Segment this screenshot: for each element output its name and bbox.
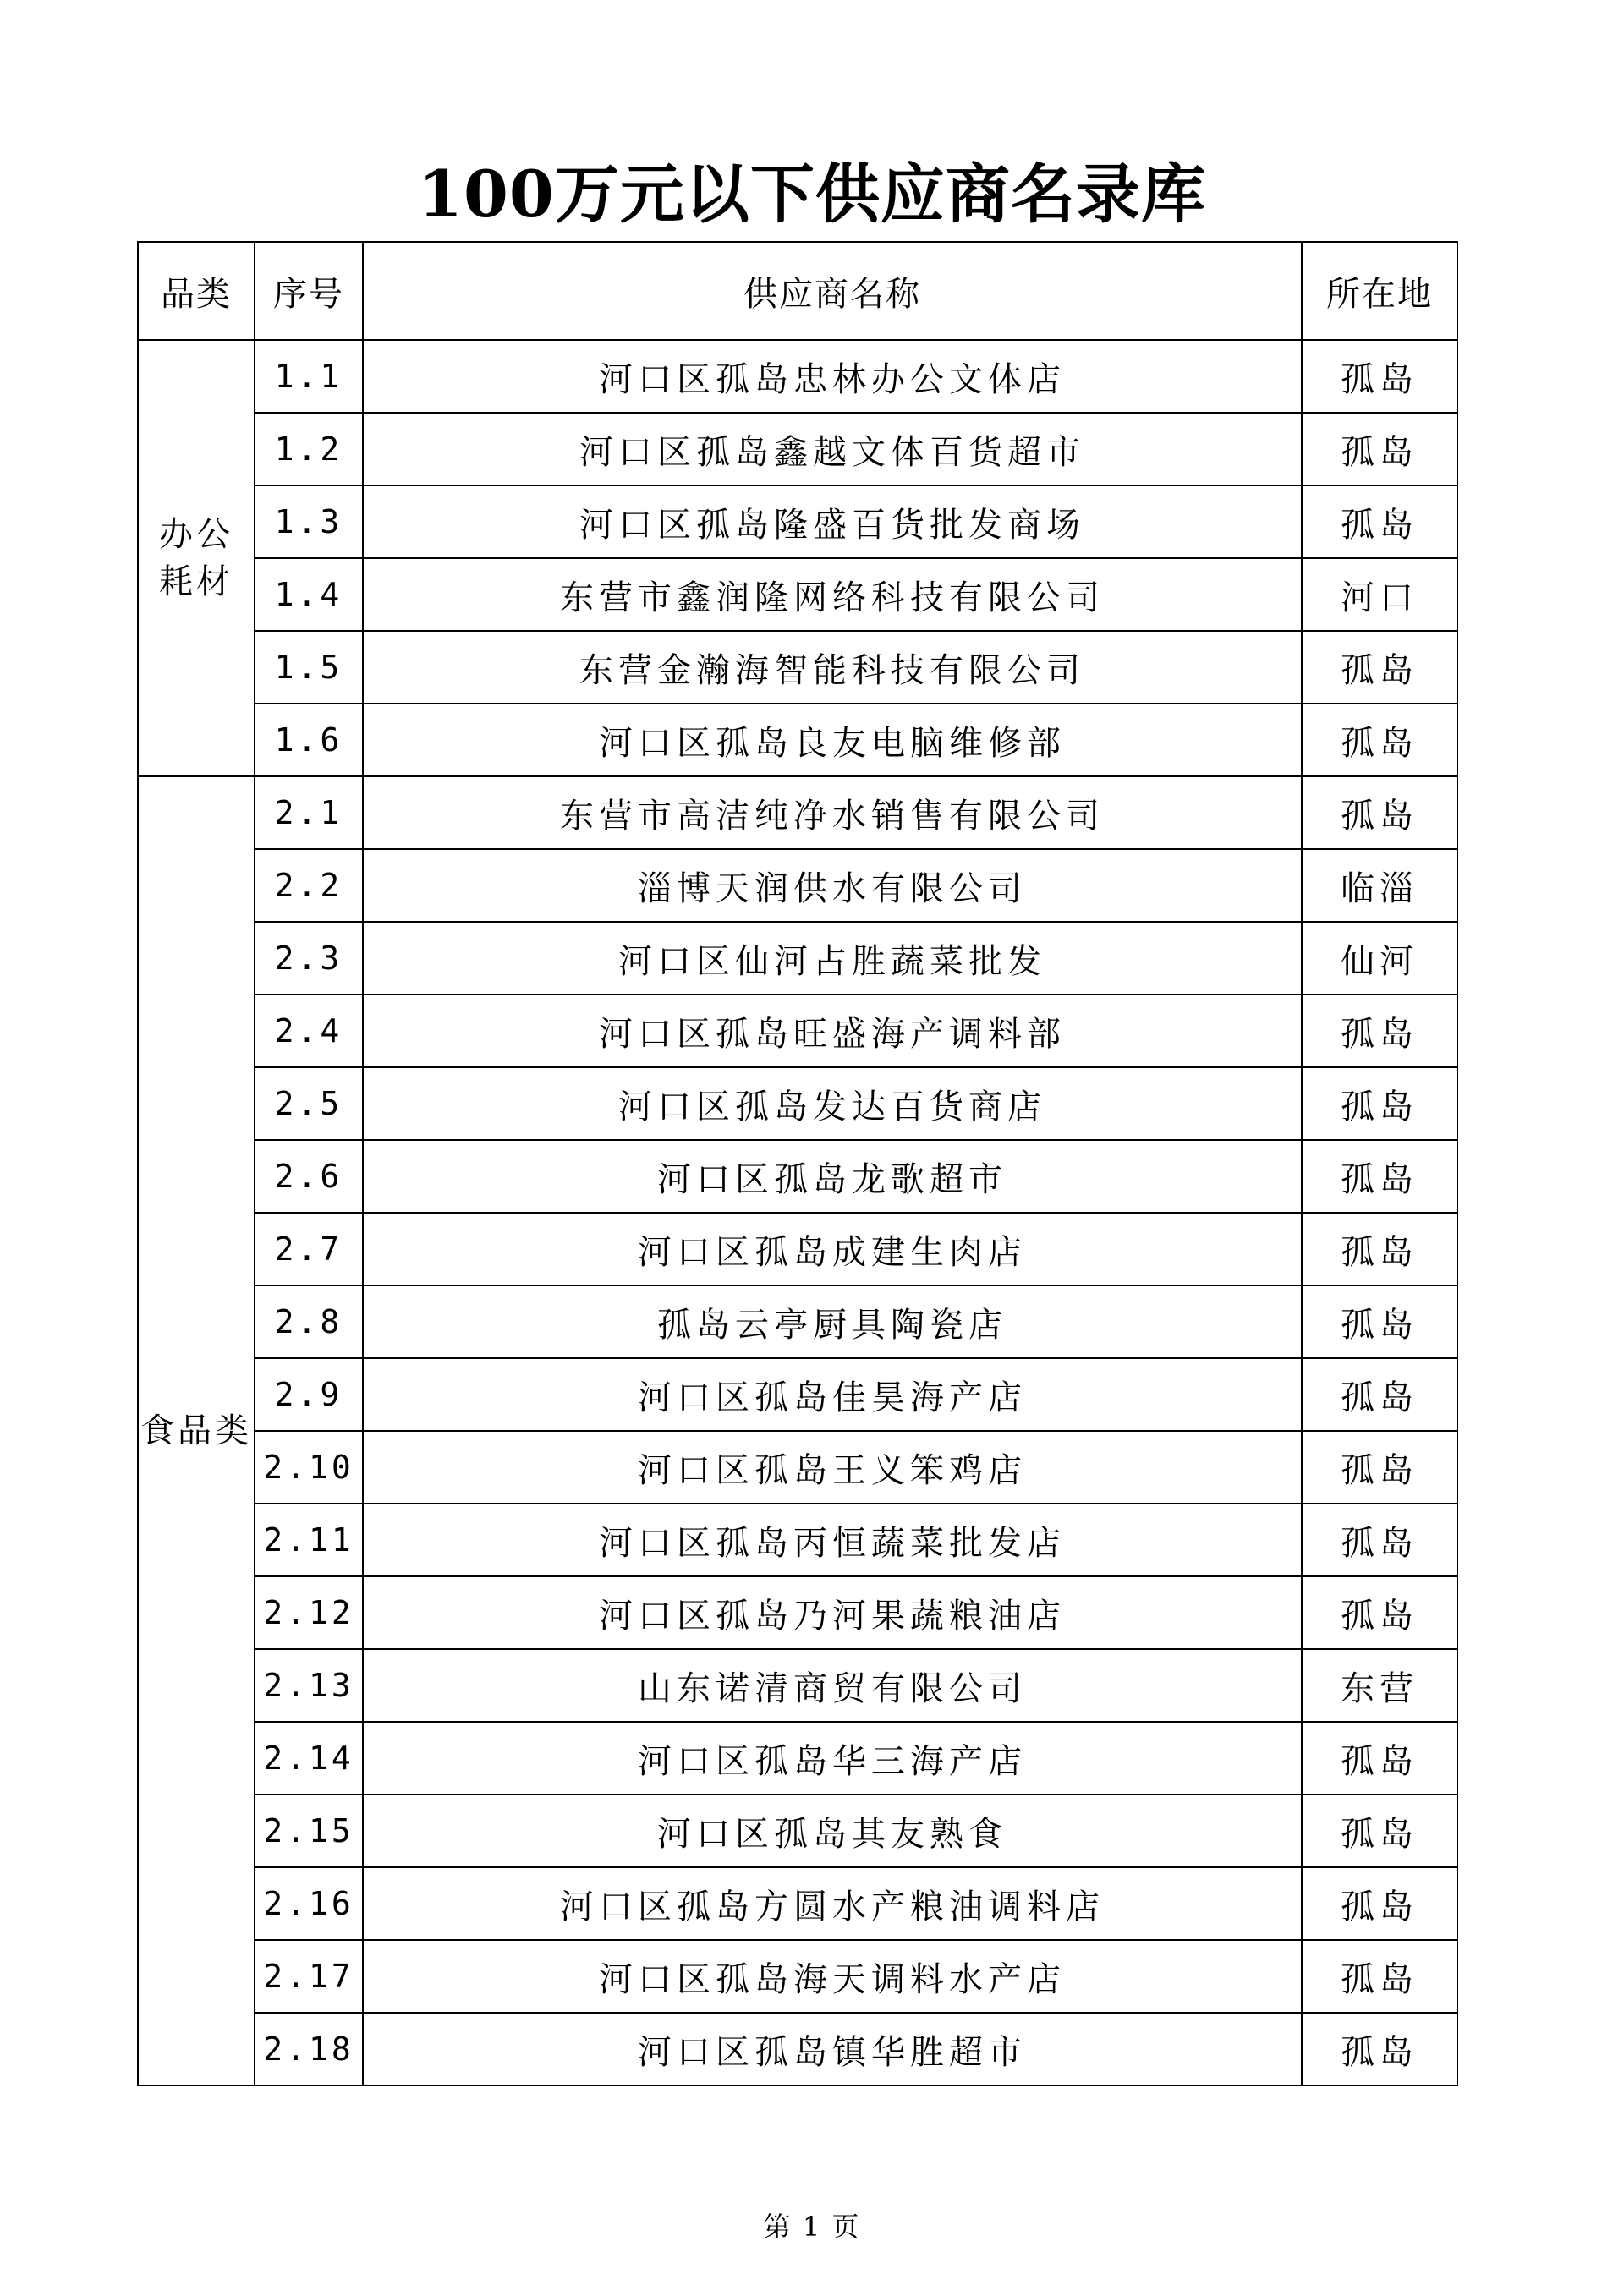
location-cell: 孤岛: [1302, 1358, 1457, 1431]
table-row: [138, 1867, 1457, 1940]
seq-cell: 2.14: [255, 1722, 363, 1795]
supplier-name-cell: 河口区孤岛海天调料水产店: [363, 1940, 1302, 2013]
table-row: [138, 1795, 1457, 1867]
table-body: [138, 340, 1457, 2085]
supplier-name-cell: 东营市鑫润隆网络科技有限公司: [363, 558, 1302, 631]
seq-cell: 2.15: [255, 1795, 363, 1867]
page-number: 第 1 页: [763, 2211, 861, 2243]
supplier-name-cell: 河口区孤岛忠林办公文体店: [363, 340, 1302, 413]
location-cell: 仙河: [1302, 922, 1457, 995]
supplier-name-cell: 河口区孤岛乃河果蔬粮油店: [363, 1576, 1302, 1649]
header-name: 供应商名称: [363, 242, 1302, 340]
table-row: [138, 1213, 1457, 1285]
seq-cell: 2.8: [255, 1285, 363, 1358]
table-row: [138, 485, 1457, 558]
seq-cell: 1.1: [255, 340, 363, 413]
seq-cell: 2.4: [255, 995, 363, 1067]
supplier-name-cell: 河口区孤岛成建生肉店: [363, 1213, 1302, 1285]
seq-cell: 1.3: [255, 485, 363, 558]
header-seq: 序号: [255, 242, 363, 340]
location-cell: 孤岛: [1302, 485, 1457, 558]
location-cell: 孤岛: [1302, 1431, 1457, 1504]
supplier-table: [137, 241, 1458, 2086]
table-row: [138, 776, 1457, 849]
location-cell: 孤岛: [1302, 1213, 1457, 1285]
location-cell: 孤岛: [1302, 1285, 1457, 1358]
table-row: [138, 995, 1457, 1067]
seq-cell: 2.5: [255, 1067, 363, 1140]
supplier-name-cell: 淄博天润供水有限公司: [363, 849, 1302, 922]
seq-cell: 2.9: [255, 1358, 363, 1431]
supplier-name-cell: 河口区孤岛王义笨鸡店: [363, 1431, 1302, 1504]
table-row: [138, 1576, 1457, 1649]
seq-cell: 2.16: [255, 1867, 363, 1940]
seq-cell: 2.11: [255, 1504, 363, 1576]
seq-cell: 1.6: [255, 704, 363, 776]
supplier-name-cell: 河口区孤岛隆盛百货批发商场: [363, 485, 1302, 558]
table-row: [138, 849, 1457, 922]
seq-cell: 2.10: [255, 1431, 363, 1504]
supplier-name-cell: 河口区孤岛方圆水产粮油调料店: [363, 1867, 1302, 1940]
category-cell: 办公 耗材: [138, 340, 255, 776]
location-cell: 孤岛: [1302, 1722, 1457, 1795]
location-cell: 孤岛: [1302, 1140, 1457, 1213]
table-row: [138, 340, 1457, 413]
seq-cell: 1.5: [255, 631, 363, 704]
table-row: [138, 704, 1457, 776]
seq-cell: 2.6: [255, 1140, 363, 1213]
header-category: 品类: [138, 242, 255, 340]
location-cell: 孤岛: [1302, 1867, 1457, 1940]
table-row: [138, 1649, 1457, 1722]
table-row: [138, 1504, 1457, 1576]
supplier-name-cell: 山东诺清商贸有限公司: [363, 1649, 1302, 1722]
supplier-name-cell: 孤岛云亭厨具陶瓷店: [363, 1285, 1302, 1358]
seq-cell: 2.3: [255, 922, 363, 995]
location-cell: 东营: [1302, 1649, 1457, 1722]
seq-cell: 2.13: [255, 1649, 363, 1722]
table-row: [138, 2013, 1457, 2085]
supplier-name-cell: 河口区孤岛鑫越文体百货超市: [363, 413, 1302, 485]
supplier-name-cell: 河口区孤岛镇华胜超市: [363, 2013, 1302, 2085]
location-cell: 孤岛: [1302, 995, 1457, 1067]
table-row: [138, 558, 1457, 631]
table-header-row: [138, 242, 1457, 340]
table-row: [138, 1940, 1457, 2013]
table-row: [138, 1431, 1457, 1504]
location-cell: 孤岛: [1302, 776, 1457, 849]
seq-cell: 2.18: [255, 2013, 363, 2085]
location-cell: 孤岛: [1302, 631, 1457, 704]
seq-cell: 1.4: [255, 558, 363, 631]
supplier-name-cell: 东营市高洁纯净水销售有限公司: [363, 776, 1302, 849]
location-cell: 孤岛: [1302, 1504, 1457, 1576]
location-cell: 孤岛: [1302, 1576, 1457, 1649]
supplier-name-cell: 河口区孤岛丙恒蔬菜批发店: [363, 1504, 1302, 1576]
table-row: [138, 413, 1457, 485]
table-row: [138, 922, 1457, 995]
supplier-name-cell: 河口区孤岛旺盛海产调料部: [363, 995, 1302, 1067]
seq-cell: 2.17: [255, 1940, 363, 2013]
supplier-name-cell: 河口区孤岛发达百货商店: [363, 1067, 1302, 1140]
seq-cell: 2.7: [255, 1213, 363, 1285]
seq-cell: 2.2: [255, 849, 363, 922]
supplier-name-cell: 河口区孤岛龙歌超市: [363, 1140, 1302, 1213]
location-cell: 孤岛: [1302, 1795, 1457, 1867]
table-row: [138, 1358, 1457, 1431]
supplier-name-cell: 东营金瀚海智能科技有限公司: [363, 631, 1302, 704]
location-cell: 孤岛: [1302, 413, 1457, 485]
location-cell: 孤岛: [1302, 1940, 1457, 2013]
supplier-name-cell: 河口区孤岛华三海产店: [363, 1722, 1302, 1795]
supplier-name-cell: 河口区孤岛良友电脑维修部: [363, 704, 1302, 776]
table-row: [138, 1285, 1457, 1358]
table-row: [138, 631, 1457, 704]
supplier-name-cell: 河口区孤岛其友熟食: [363, 1795, 1302, 1867]
page-title: 100万元以下供应商名录库: [418, 156, 1206, 232]
location-cell: 孤岛: [1302, 1067, 1457, 1140]
location-cell: 河口: [1302, 558, 1457, 631]
location-cell: 临淄: [1302, 849, 1457, 922]
table-row: [138, 1722, 1457, 1795]
supplier-name-cell: 河口区仙河占胜蔬菜批发: [363, 922, 1302, 995]
header-location: 所在地: [1302, 242, 1457, 340]
seq-cell: 2.1: [255, 776, 363, 849]
location-cell: 孤岛: [1302, 340, 1457, 413]
location-cell: 孤岛: [1302, 704, 1457, 776]
table-row: [138, 1140, 1457, 1213]
table-row: [138, 1067, 1457, 1140]
location-cell: 孤岛: [1302, 2013, 1457, 2085]
supplier-name-cell: 河口区孤岛佳昊海产店: [363, 1358, 1302, 1431]
seq-cell: 2.12: [255, 1576, 363, 1649]
category-cell: 食品类: [138, 776, 255, 2085]
seq-cell: 1.2: [255, 413, 363, 485]
